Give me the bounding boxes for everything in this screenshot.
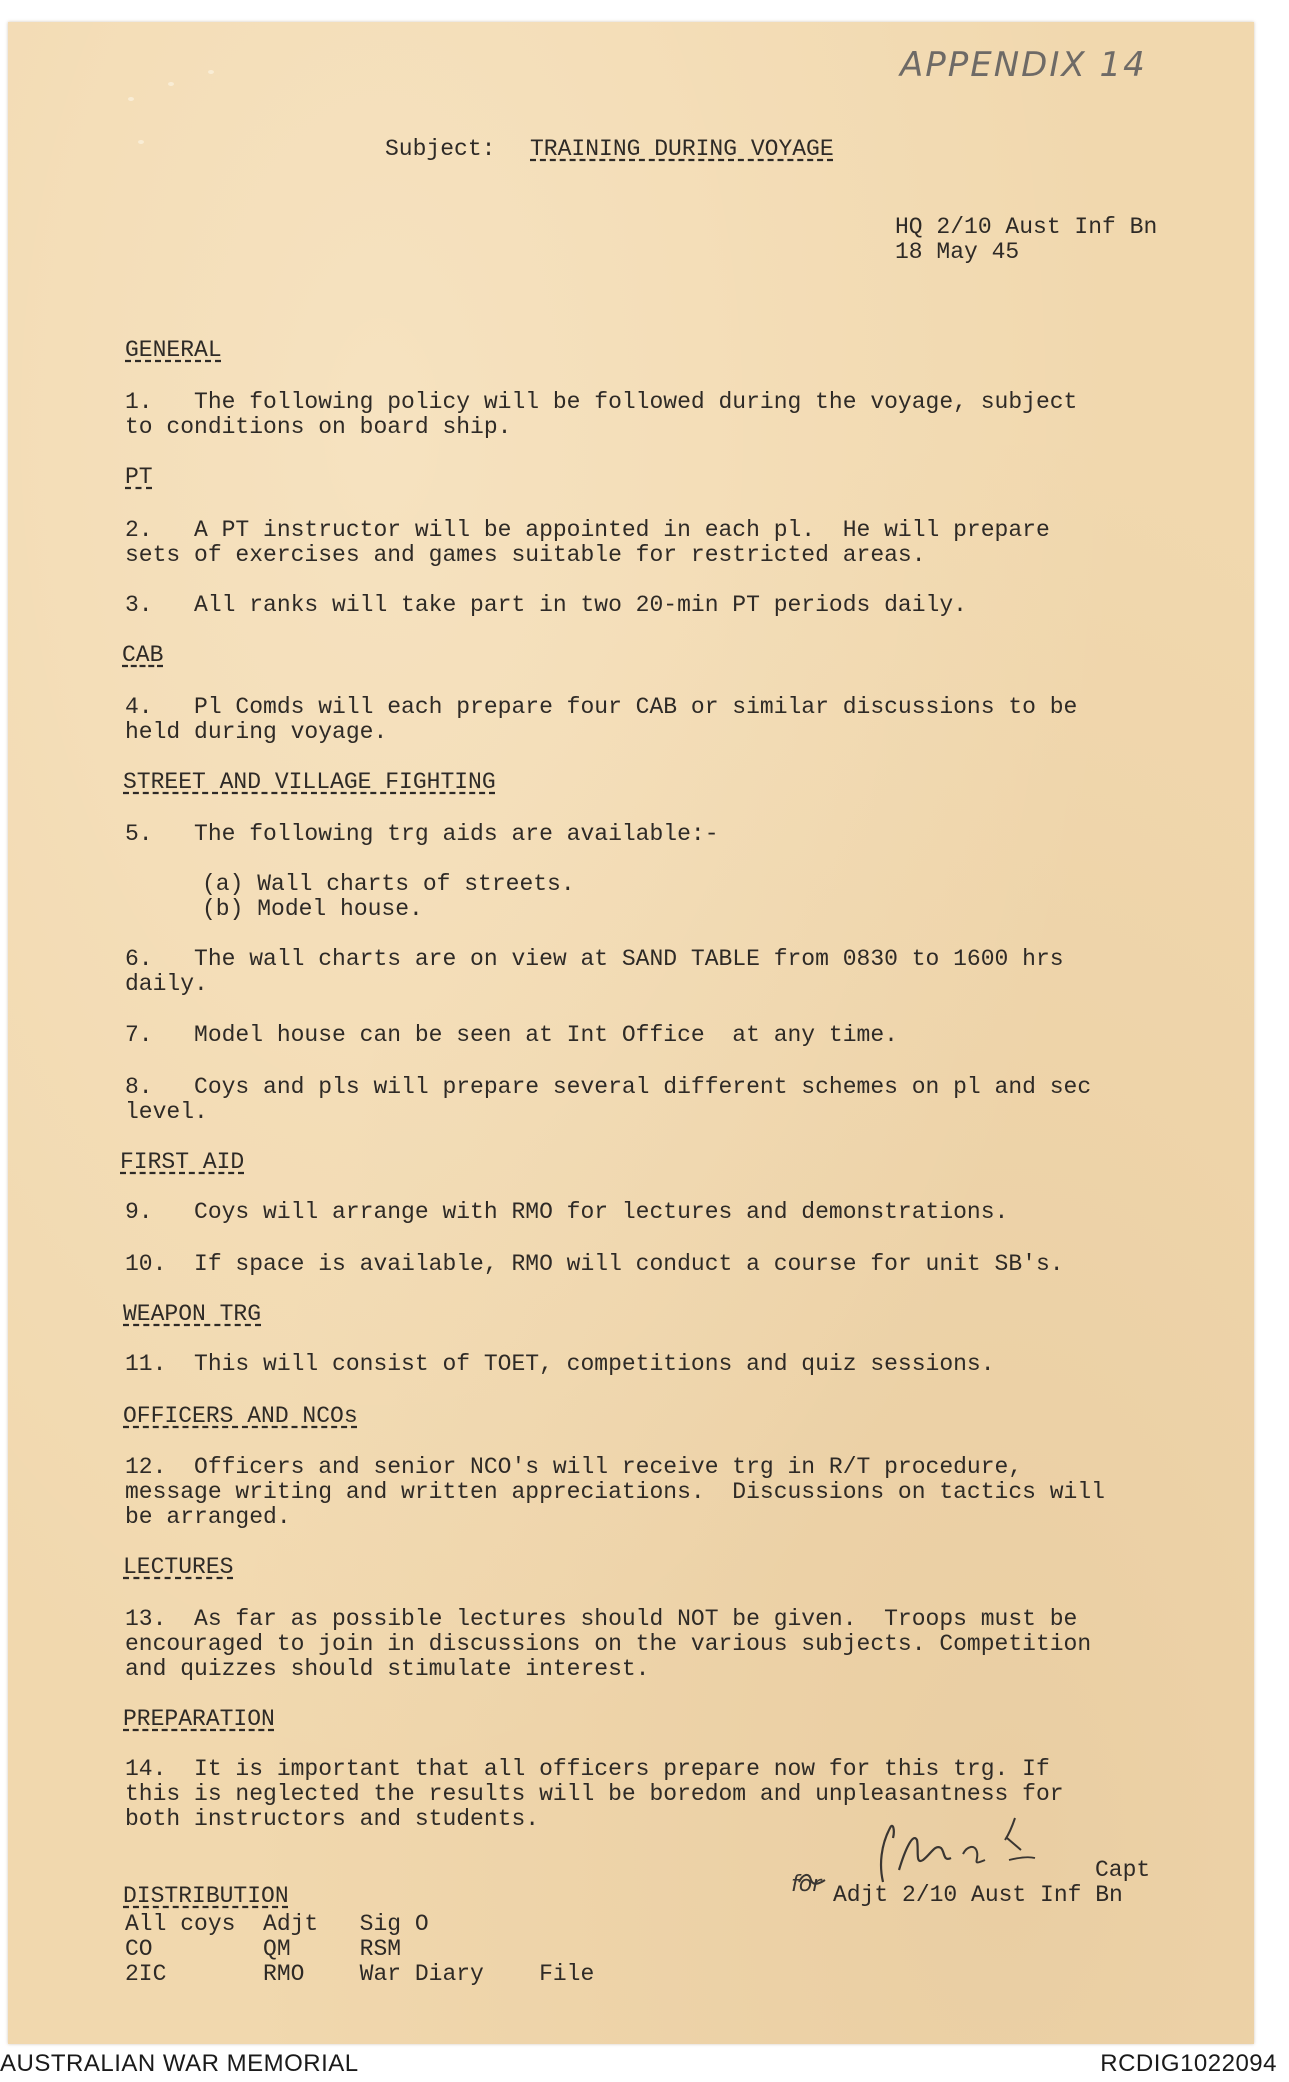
handwritten-signature bbox=[795, 1810, 1105, 1890]
para-13-line-2: encouraged to join in discussions on the various subjects. Competition bbox=[125, 1631, 1092, 1657]
para-6-line-1: 6. The wall charts are on view at SAND TABLE from 0830 to 1600 hrs bbox=[125, 946, 1064, 972]
para-8-line-2: level. bbox=[125, 1099, 208, 1125]
footer-institution: AUSTRALIAN WAR MEMORIAL bbox=[0, 2050, 359, 2077]
section-heading-preparation: PREPARATION bbox=[123, 1706, 275, 1732]
section-heading-weapon-trg: WEAPON TRG bbox=[123, 1301, 262, 1327]
section-heading-cab: CAB bbox=[122, 642, 164, 668]
section-heading-officers-ncos: OFFICERS AND NCOs bbox=[123, 1403, 358, 1429]
para-5-item-b: (b) Model house. bbox=[202, 896, 423, 922]
para-5: 5. The following trg aids are available:- bbox=[125, 821, 719, 847]
para-14-line-3: both instructors and students. bbox=[125, 1806, 540, 1832]
para-1-line-2: to conditions on board ship. bbox=[125, 414, 512, 440]
para-6-line-2: daily. bbox=[125, 971, 208, 997]
paper-blemish bbox=[138, 140, 144, 144]
para-14-line-1: 14. It is important that all officers prepare now for this trg. If bbox=[125, 1756, 1050, 1782]
section-heading-lectures: LECTURES bbox=[123, 1554, 234, 1580]
signature-for-prefix: for bbox=[791, 1872, 822, 1897]
header-unit: HQ 2/10 Aust Inf Bn bbox=[895, 214, 1158, 240]
para-12-line-1: 12. Officers and senior NCO's will receive trg in R/T procedure, bbox=[125, 1454, 1023, 1480]
para-2-line-2: sets of exercises and games suitable for restricted areas. bbox=[125, 542, 926, 568]
header-date: 18 May 45 bbox=[895, 239, 1020, 265]
paper-blemish bbox=[168, 82, 174, 86]
para-1-line-1: 1. The following policy will be followed during the voyage, subject bbox=[125, 389, 1078, 415]
distribution-row-3: 2IC RMO War Diary File bbox=[125, 1961, 595, 1987]
para-5-item-a: (a) Wall charts of streets. bbox=[202, 871, 575, 897]
para-12-line-3: be arranged. bbox=[125, 1504, 291, 1530]
para-10: 10. If space is available, RMO will conduct a course for unit SB's. bbox=[125, 1251, 1064, 1277]
section-heading-pt: PT bbox=[125, 464, 153, 490]
para-7: 7. Model house can be seen at Int Office at any time. bbox=[125, 1022, 898, 1048]
subject-title: TRAINING DURING VOYAGE bbox=[530, 136, 834, 162]
para-9: 9. Coys will arrange with RMO for lectures and demonstrations. bbox=[125, 1199, 1009, 1225]
para-11: 11. This will consist of TOET, competitions and quiz sessions. bbox=[125, 1351, 995, 1377]
footer-record-id: RCDIG1022094 bbox=[1100, 2050, 1277, 2077]
subject-label: Subject: bbox=[385, 136, 496, 162]
para-13-line-1: 13. As far as possible lectures should NOT be given. Troops must be bbox=[125, 1606, 1078, 1632]
distribution-heading: DISTRIBUTION bbox=[123, 1883, 289, 1909]
signature-title: Adjt 2/10 Aust Inf Bn bbox=[833, 1882, 1123, 1908]
para-4-line-1: 4. Pl Comds will each prepare four CAB or similar discussions to be bbox=[125, 694, 1078, 720]
signature-rank: Capt bbox=[1095, 1857, 1151, 1883]
section-heading-street-fighting: STREET AND VILLAGE FIGHTING bbox=[123, 769, 496, 795]
distribution-row-1: All coys Adjt Sig O bbox=[125, 1911, 429, 1937]
section-heading-general: GENERAL bbox=[125, 337, 222, 363]
para-8-line-1: 8. Coys and pls will prepare several different schemes on pl and sec bbox=[125, 1074, 1092, 1100]
para-4-line-2: held during voyage. bbox=[125, 719, 388, 745]
para-13-line-3: and quizzes should stimulate interest. bbox=[125, 1656, 650, 1682]
paper-blemish bbox=[208, 70, 214, 74]
para-12-line-2: message writing and written appreciations. Discussions on tactics will bbox=[125, 1479, 1105, 1505]
para-3: 3. All ranks will take part in two 20-min PT periods daily. bbox=[125, 592, 967, 618]
distribution-row-2: CO QM RSM bbox=[125, 1936, 402, 1962]
appendix-annotation: APPENDIX 14 bbox=[900, 45, 1147, 85]
section-heading-first-aid: FIRST AID bbox=[120, 1149, 245, 1175]
para-14-line-2: this is neglected the results will be boredom and unpleasantness for bbox=[125, 1781, 1064, 1807]
paper-blemish bbox=[128, 97, 134, 101]
para-2-line-1: 2. A PT instructor will be appointed in each pl. He will prepare bbox=[125, 517, 1050, 543]
